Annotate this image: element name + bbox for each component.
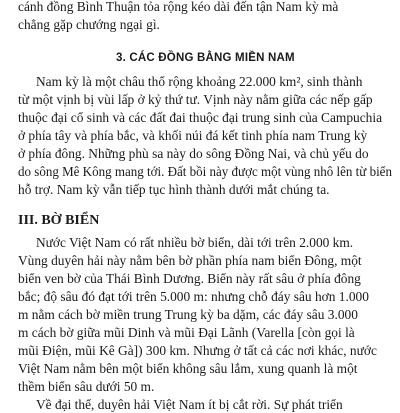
section-3-heading: 3. CÁC ĐỒNG BẰNG MIỀN NAM [116,52,295,64]
section-iii-heading: III. BỜ BIỂN [18,213,100,228]
intro-line-2: chẳng gặp chướng ngại gì. [18,17,160,32]
intro-line-1: cánh đồng Bình Thuận tỏa rộng kéo dài đến tận Nam kỳ mà [18,0,339,14]
section-3-line-7: hỗ trợ. Nam kỳ vẫn tiếp tục hình thành dưới mắt chúng ta. [18,182,330,197]
section-iii-line-9: thềm biển sâu dưới 50 m. [18,379,155,394]
section-3-line-5: ở phía đông. Những phù sa này do sông Đồng Nai, và chủ yếu do [18,146,369,161]
section-iii-line-7: mũi Điện, mũi Kê Gà]) 300 km. Nhưng ở tất cả các nơi khác, nước [18,343,377,358]
section-3-line-2: từ một vịnh bị vùi lấp ở kỷ thứ tư. Vịnh này nằm giữa các nếp gấp [18,92,373,107]
section-iii-line-1: Nước Việt Nam có rất nhiều bờ biển, dài tới trên 2.000 km. [36,235,354,250]
section-3-line-1: Nam kỳ là một châu thổ rộng khoảng 22.000 km², sinh thành [36,74,363,89]
section-iii-line-6: m cách bờ giữa mũi Dinh và mũi Đại Lãnh (Varella [còn gọi là [18,325,355,340]
section-iii-line-3: biển ven bờ của Thái Bình Dương. Biển này rất sâu ở phía đông [18,271,361,286]
section-3-line-6: do sông Mê Kông mang tới. Đất bồi này được một vùng nhô lên từ biển [18,164,392,179]
section-iii-line-4: bắc; độ sâu đó đạt tới trên 5.000 m: nhưng chỗ đáy sâu hơn 1.000 [18,289,369,304]
section-iii-line-2: Vùng duyên hải này nằm bên bờ phần phía nam biển Đông, một [18,253,362,268]
section-3-line-4: ở phía tây và phía bắc, và khối núi đá kết tinh phía nam Trung kỳ [18,128,368,143]
section-iii-line-8: Việt Nam nằm bên một biển không sâu lắm, xung quanh là một [18,361,358,376]
section-iii-line-10: Về đại thể, duyên hải Việt Nam ít bị cắt rời. Sự phát triển [36,397,343,412]
section-3-line-3: thuộc đại cổ sinh và các đất đai thuộc đại trung sinh của Campuchia [18,110,383,125]
section-iii-line-5: m nằm cách bờ miền trung Trung kỳ ba dặm, các đáy sâu 3.000 [18,307,358,322]
